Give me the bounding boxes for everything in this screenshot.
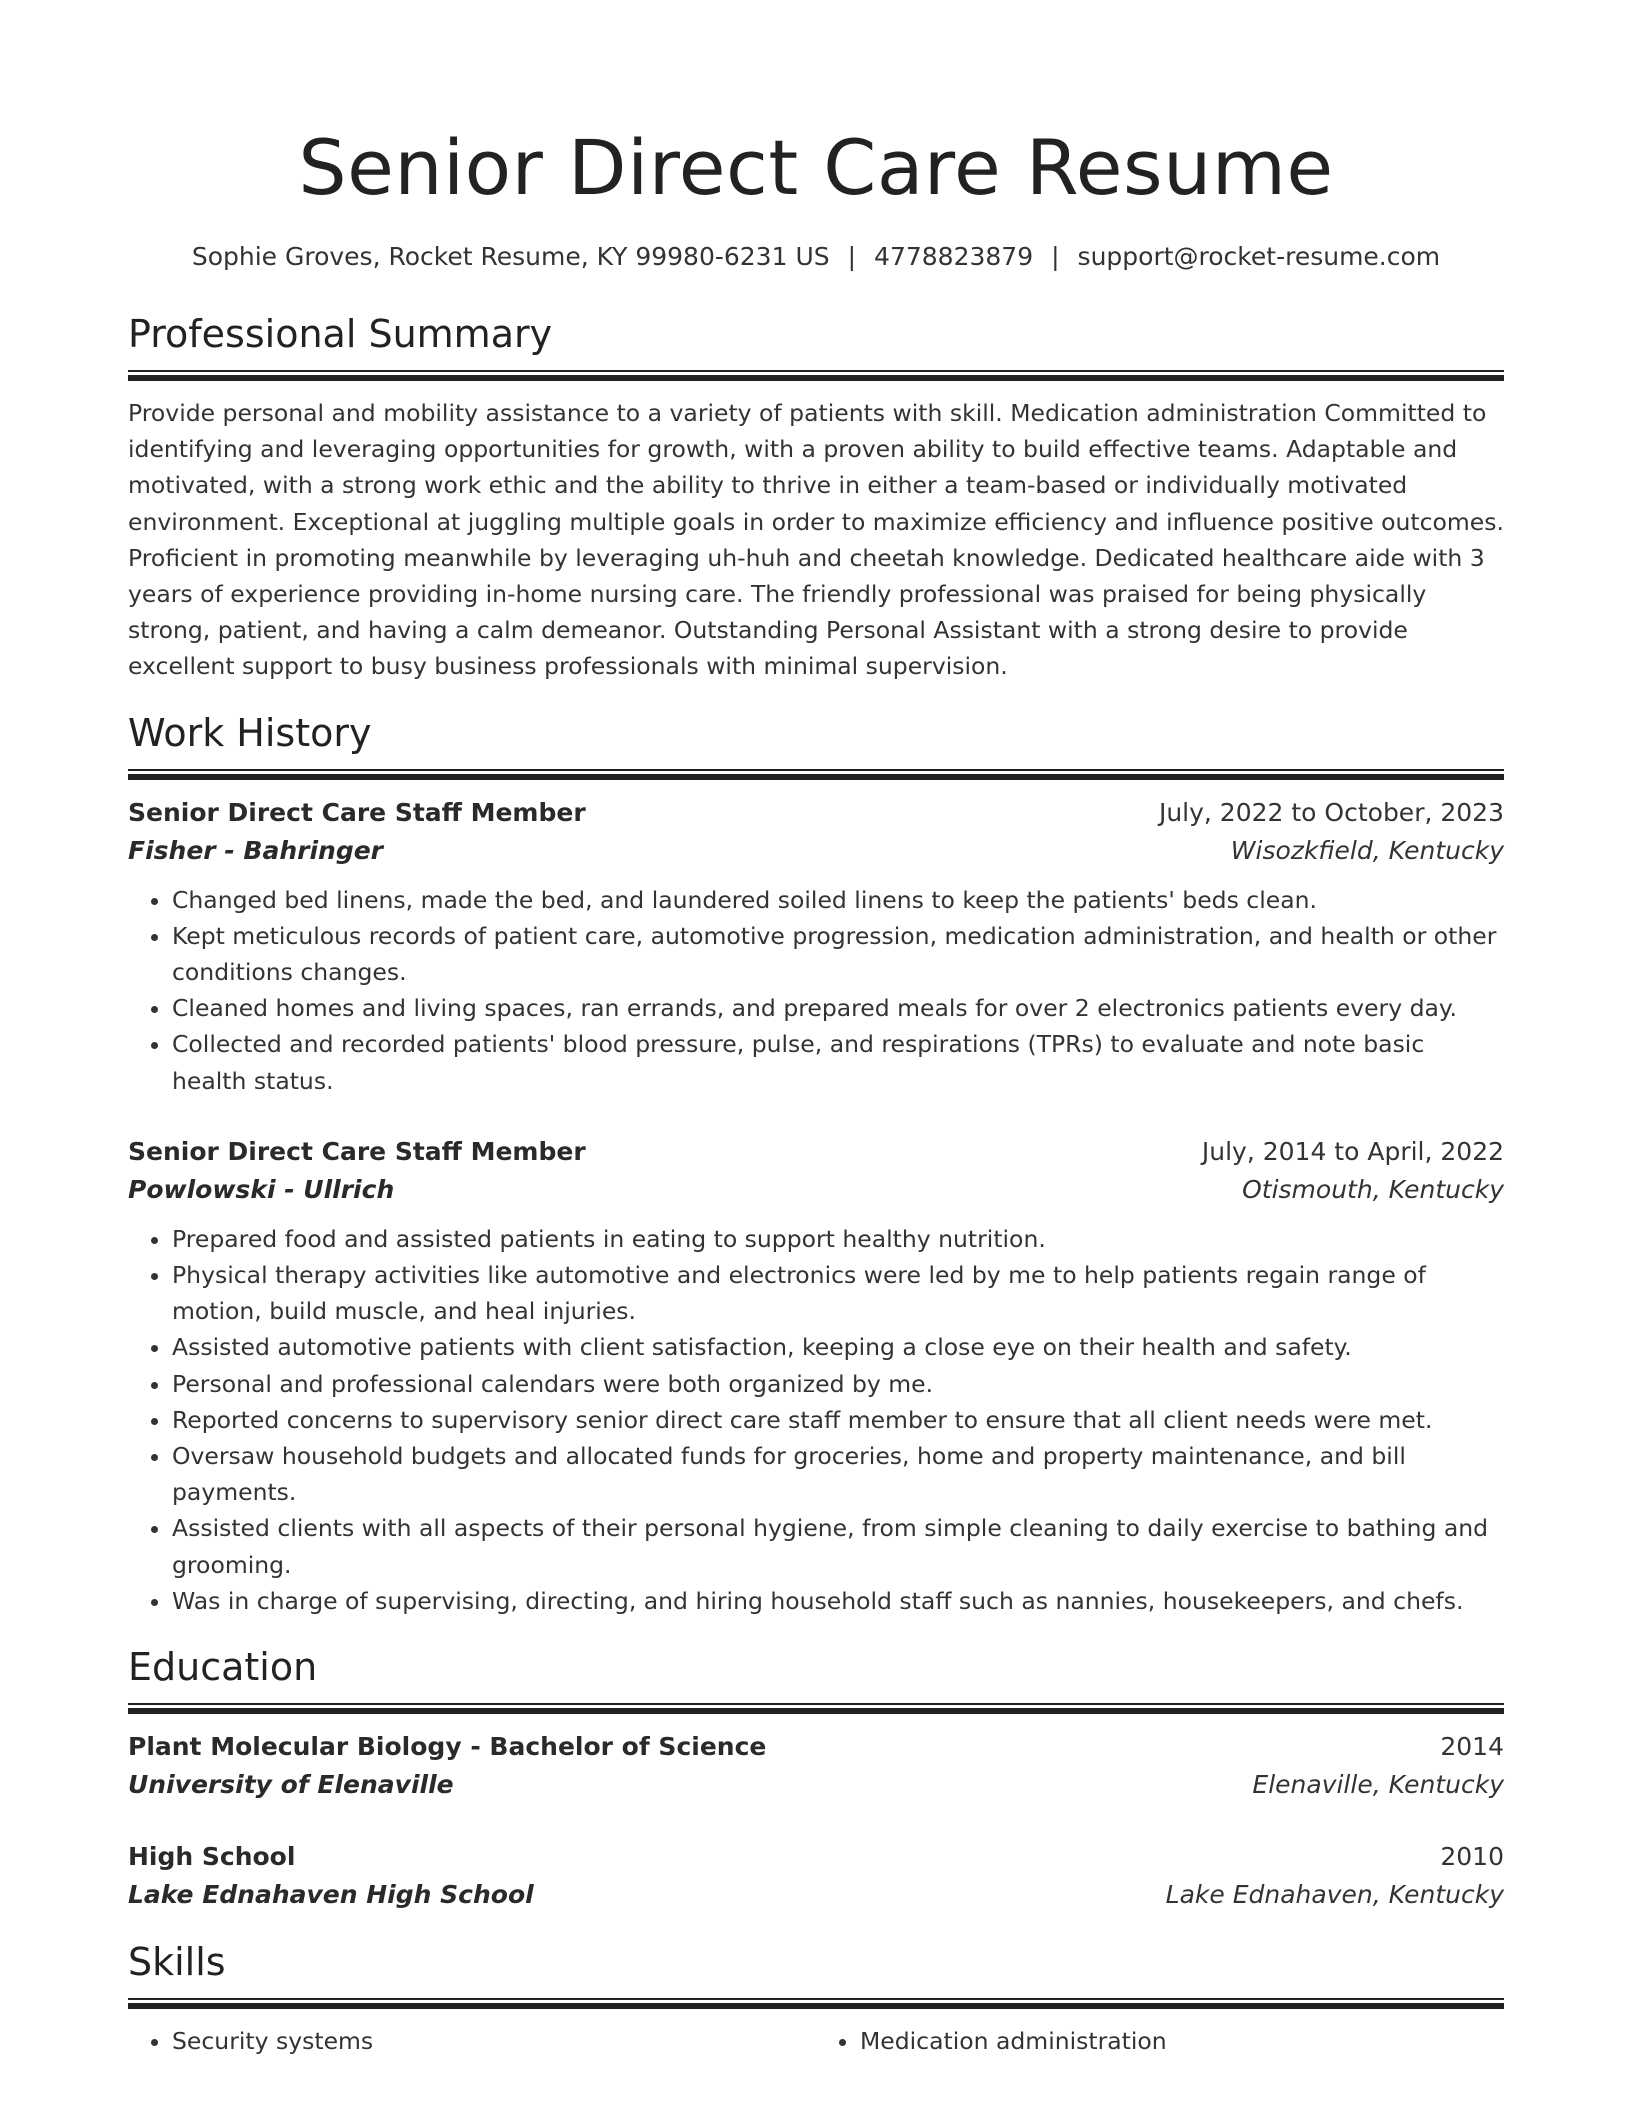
job-duties-list xyxy=(128,882,1504,1099)
list-item: • Assisted clients with all aspects of their personal hygiene, from simple cleaning to daily exercise to bathing and grooming. xyxy=(172,1510,1504,1582)
contact-line xyxy=(128,240,1504,274)
list-item: • Prepared food and assisted patients in eating to support healthy nutrition. xyxy=(172,1221,1504,1257)
education-degree: High School xyxy=(128,1842,296,1872)
resume-title: Senior Direct Care Resume xyxy=(298,123,1334,212)
education-school: University of Elenaville xyxy=(128,1770,454,1800)
skills-heading: Skills xyxy=(128,1940,226,1985)
list-item: • Reported concerns to supervisory senior direct care staff member to ensure that all client needs were met. xyxy=(172,1402,1504,1438)
skills-list-right xyxy=(816,2023,1504,2059)
section-divider xyxy=(128,1703,1504,1714)
work-heading: Work History xyxy=(128,710,372,755)
job-title: Senior Direct Care Staff Member xyxy=(128,797,586,827)
list-item: • Was in charge of supervising, directing, and hiring household staff such as nannies, housekeepers, and chefs. xyxy=(172,1583,1504,1619)
job-location: Otismouth, Kentucky xyxy=(1242,1174,1504,1204)
list-item: • Changed bed linens, made the bed, and laundered soiled linens to keep the patients' beds clean. xyxy=(172,882,1504,918)
education-location: Lake Ednahaven, Kentucky xyxy=(1165,1880,1504,1910)
job-company: Fisher - Bahringer xyxy=(128,835,383,865)
education-entry xyxy=(128,1838,1504,1914)
work-section xyxy=(128,707,1504,1619)
skill-item: • Security systems xyxy=(172,2023,816,2059)
list-item: • Collected and recorded patients' blood pressure, pulse, and respirations (TPRs) to evaluate and note basic health status. xyxy=(172,1026,1504,1098)
contact-separator: | xyxy=(1051,242,1060,271)
resume-page xyxy=(128,0,1504,2059)
education-year: 2010 xyxy=(1440,1842,1504,1872)
job-location: Wisozkfield, Kentucky xyxy=(1230,835,1504,865)
contact-separator: | xyxy=(847,242,857,271)
skills-columns xyxy=(128,2023,1504,2059)
education-heading: Education xyxy=(128,1645,318,1690)
education-entry xyxy=(128,1728,1504,1804)
section-divider xyxy=(128,370,1504,381)
education-degree: Plant Molecular Biology - Bachelor of Science xyxy=(128,1732,767,1762)
contact-address: Sophie Groves, Rocket Resume, KY 99980-6231 US xyxy=(191,242,830,271)
job-title: Senior Direct Care Staff Member xyxy=(128,1136,586,1166)
summary-text: Provide personal and mobility assistance to a variety of patients with skill. Medication administration Committed to identifying and leveraging opportunities for growth, with a proven ability to build effective teams. Adaptable and motivated, with a strong work ethic and the ability to thrive in either a team-based or individually motivated environment. Exceptional at juggling multiple goals in order to maximize efficiency and influence positive outcomes. Proficient in promoting meanwhile by leveraging uh-huh and cheetah knowledge. Dedicated healthcare aide with 3 years of experience providing in-home nursing care. The friendly professional was praised for being physically strong, patient, and having a calm demeanor. Outstanding Personal Assistant with a strong desire to provide excellent support to busy business professionals with minimal supervision. xyxy=(128,399,1504,681)
job-duties-list xyxy=(128,1221,1504,1619)
list-item: • Assisted automotive patients with client satisfaction, keeping a close eye on their health and safety. xyxy=(172,1329,1504,1365)
skills-section xyxy=(128,1936,1504,2059)
education-section xyxy=(128,1641,1504,1914)
education-school: Lake Ednahaven High School xyxy=(128,1880,534,1910)
job-entry xyxy=(128,794,1504,1099)
list-item: • Personal and professional calendars were both organized by me. xyxy=(172,1366,1504,1402)
contact-phone: 4778823879 xyxy=(874,242,1034,271)
job-company: Powlowski - Ullrich xyxy=(128,1174,395,1204)
job-entry xyxy=(128,1133,1504,1619)
list-item: • Physical therapy activities like automotive and electronics were led by me to help patients regain range of motion, build muscle, and heal injuries. xyxy=(172,1257,1504,1329)
skills-list-left xyxy=(128,2023,816,2059)
section-divider xyxy=(128,1998,1504,2009)
list-item: • Cleaned homes and living spaces, ran errands, and prepared meals for over 2 electronics patients every day. xyxy=(172,990,1504,1026)
summary-heading: Professional Summary xyxy=(128,312,553,356)
list-item: • Oversaw household budgets and allocated funds for groceries, home and property maintenance, and bill payments. xyxy=(172,1438,1504,1510)
education-year: 2014 xyxy=(1440,1732,1504,1762)
job-dates: July, 2014 to April, 2022 xyxy=(1201,1136,1504,1166)
contact-email: support@rocket-resume.com xyxy=(1077,242,1441,271)
job-dates: July, 2022 to October, 2023 xyxy=(1158,797,1504,827)
summary-section xyxy=(128,308,1504,685)
section-divider xyxy=(128,769,1504,780)
education-location: Elenaville, Kentucky xyxy=(1252,1770,1504,1800)
skill-item: • Medication administration xyxy=(860,2023,1504,2059)
list-item: • Kept meticulous records of patient care, automotive progression, medication administration, and health or other conditions changes. xyxy=(172,918,1504,990)
